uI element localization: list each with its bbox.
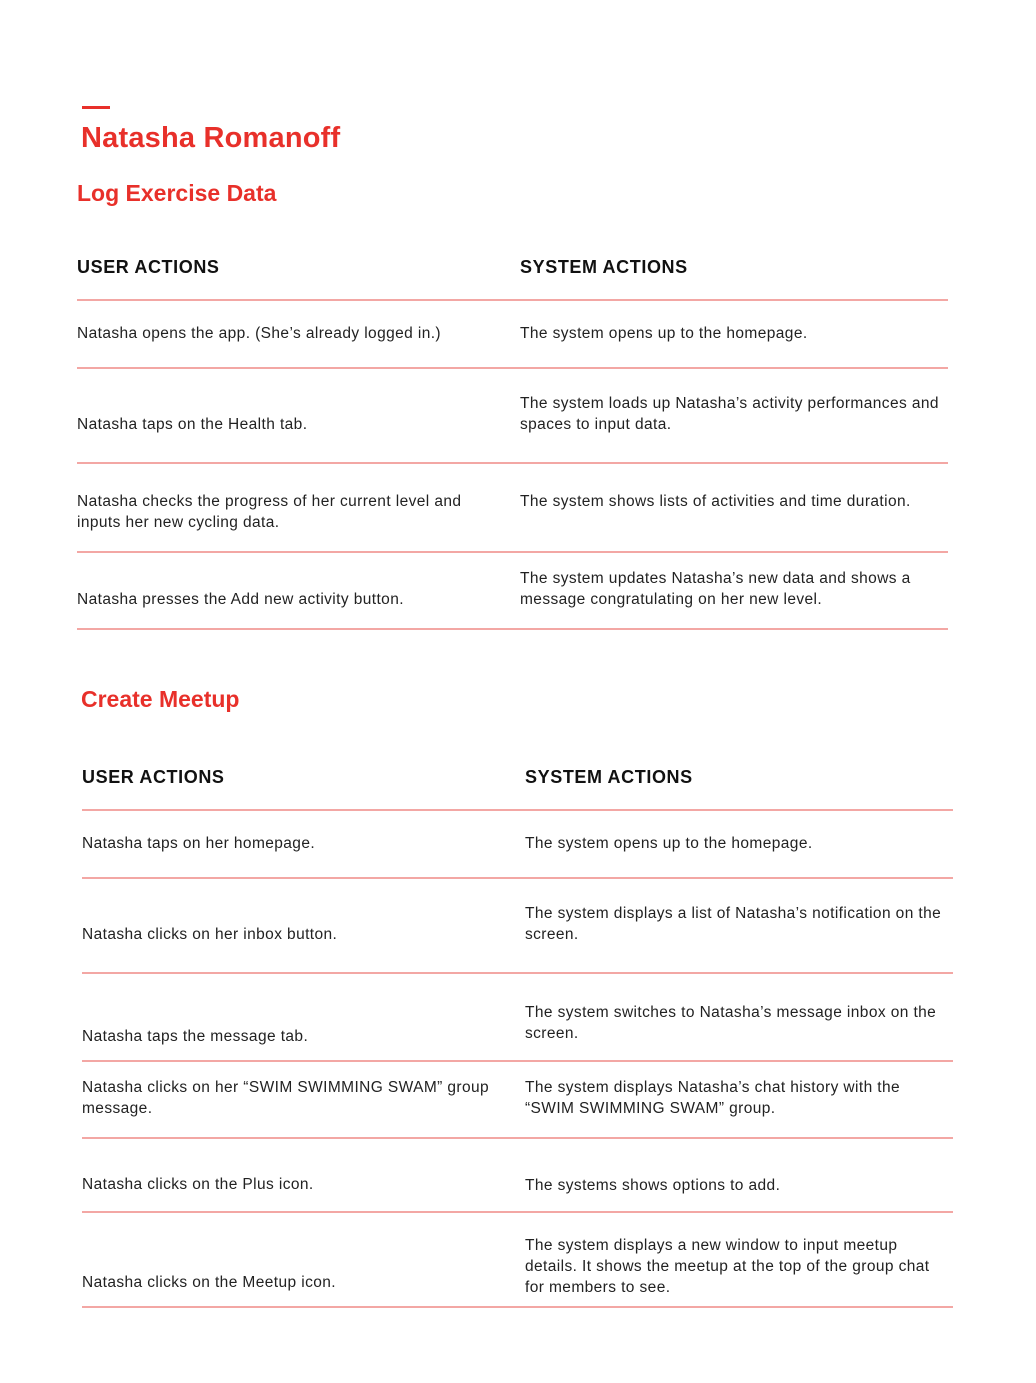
persona-name: Natasha Romanoff — [81, 122, 341, 154]
accent-dash — [82, 106, 110, 109]
user-action-cell: Natasha presses the Add new activity button. — [77, 591, 404, 608]
system-action-cell: The system shows lists of activities and time duration. — [520, 493, 911, 510]
user-actions-header: USER ACTIONS — [82, 767, 225, 787]
section-title-log-exercise: Log Exercise Data — [77, 180, 277, 206]
system-action-cell: The system displays Natasha’s chat history with the “SWIM SWIMMING SWAM” group. — [525, 1079, 901, 1117]
system-action-cell: The system displays a list of Natasha’s notification on the screen. — [525, 905, 942, 943]
user-action-cell: Natasha clicks on the Meetup icon. — [82, 1274, 336, 1291]
user-action-cell: Natasha taps the message tab. — [82, 1028, 309, 1045]
system-actions-header: SYSTEM ACTIONS — [520, 257, 688, 277]
user-action-cell: Natasha checks the progress of her current level and inputs her new cycling data. — [77, 493, 462, 531]
table-row — [82, 1213, 953, 1308]
table-header — [82, 767, 953, 811]
system-action-cell: The system switches to Natasha’s message inbox on the screen. — [525, 1004, 937, 1042]
flow-table-create-meetup — [82, 767, 953, 1308]
table-row — [82, 1139, 953, 1213]
user-actions-header: USER ACTIONS — [77, 257, 220, 277]
user-action-cell: Natasha taps on the Health tab. — [77, 416, 308, 433]
user-action-cell: Natasha clicks on her inbox button. — [82, 926, 338, 943]
system-actions-header: SYSTEM ACTIONS — [525, 767, 693, 787]
table-header — [77, 257, 948, 301]
system-action-cell: The systems shows options to add. — [525, 1177, 781, 1194]
user-action-cell: Natasha opens the app. (She’s already logged in.) — [77, 325, 441, 342]
user-action-cell: Natasha taps on her homepage. — [82, 835, 316, 852]
table-row — [82, 974, 953, 1062]
table-row — [77, 369, 948, 464]
table-row — [77, 301, 948, 369]
table-row — [82, 1062, 953, 1139]
table-row — [77, 464, 948, 553]
system-action-cell: The system opens up to the homepage. — [520, 325, 808, 342]
table-row — [77, 553, 948, 630]
section-title-create-meetup: Create Meetup — [81, 686, 240, 712]
table-row — [82, 879, 953, 974]
system-action-cell: The system opens up to the homepage. — [525, 835, 813, 852]
system-action-cell: The system updates Natasha’s new data and shows a message congratulating on her new level. — [520, 570, 911, 608]
table-row — [82, 811, 953, 879]
system-action-cell: The system displays a new window to input meetup details. It shows the meetup at the top of the group chat for members to see. — [525, 1237, 930, 1296]
system-action-cell: The system loads up Natasha’s activity performances and spaces to input data. — [520, 395, 939, 433]
user-action-cell: Natasha clicks on the Plus icon. — [82, 1176, 314, 1193]
flow-table-log-exercise — [77, 257, 948, 630]
user-action-cell: Natasha clicks on her “SWIM SWIMMING SWAM” group message. — [82, 1079, 490, 1117]
